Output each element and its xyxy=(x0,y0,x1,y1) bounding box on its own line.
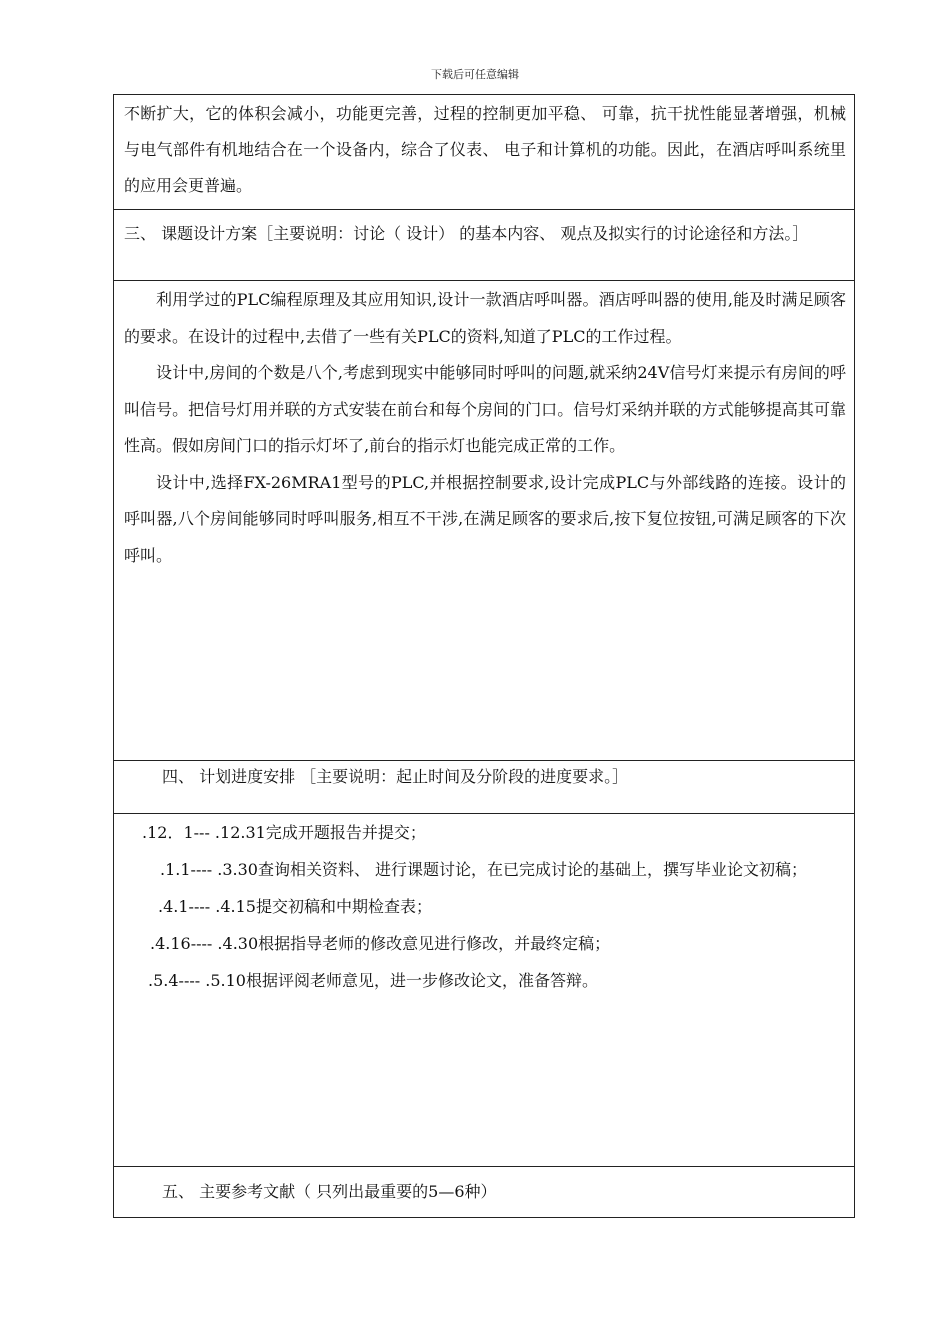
section5-heading-cell xyxy=(114,1167,855,1218)
section3-heading: 三、 课题设计方案［主要说明：讨论（ 设计） 的基本内容、 观点及拟实行的讨论途径和方法。］ xyxy=(124,224,809,243)
intro-row xyxy=(114,95,855,210)
plan-item: .5.4---- .5.10根据评阅老师意见，进一步修改论文，准备答辩。 xyxy=(148,971,598,990)
section3-paragraph: 设计中,房间的个数是八个,考虑到现实中能够同时呼叫的问题,就采纳24V信号灯来提示有房间的呼叫信号。把信号灯用并联的方式安装在前台和每个房间的门口。信号灯采纳并联的方式能够提高其可靠性高。假如房间门口的指示灯坏了,前台的指示灯也能完成正常的工作。 xyxy=(124,363,846,455)
section3-heading-cell xyxy=(114,210,855,281)
intro-cell xyxy=(114,95,855,210)
section4-heading: 四、 计划进度安排 ［主要说明：起止时间及分阶段的进度要求。］ xyxy=(162,767,629,786)
section5-heading: 五、 主要参考文献（ 只列出最重要的5—6种） xyxy=(162,1182,497,1201)
section4-heading-cell xyxy=(114,761,855,814)
plan-item: .1.1---- .3.30查询相关资料、 进行课题讨论，在已完成讨论的基础上，撰写毕业论文初稿； xyxy=(160,860,808,879)
section4-heading-row xyxy=(114,761,855,814)
plan-item: .4.1---- .4.15提交初稿和中期检查表； xyxy=(158,897,432,916)
section3-heading-row xyxy=(114,210,855,281)
section4-body-row xyxy=(114,814,855,1167)
intro-text: 不断扩大，它的体积会减小，功能更完善，过程的控制更加平稳、 可靠，抗干扰性能显著增强，机械与电气部件有机地结合在一个设备内，综合了仪表、 电子和计算机的功能。因此，在酒店呼叫系统里的应用会更普遍。 xyxy=(124,104,846,195)
plan-item: .12．1--- .12.31完成开题报告并提交； xyxy=(142,823,426,842)
section3-paragraph: 设计中,选择FX-26MRA1型号的PLC,并根据控制要求,设计完成PLC与外部线路的连接。设计的呼叫器,八个房间能够同时呼叫服务,相互不干涉,在满足顾客的要求后,按下复位按钮,可满足顾客的下次呼叫。 xyxy=(124,472,846,565)
proposal-form-table xyxy=(113,94,855,1218)
plan-item: .4.16---- .4.30根据指导老师的修改意见进行修改，并最终定稿； xyxy=(150,934,611,953)
section4-body-cell xyxy=(114,814,855,1167)
page-header: 下载后可任意编辑 xyxy=(431,68,519,81)
section3-body-row xyxy=(114,281,855,761)
section5-heading-row xyxy=(114,1167,855,1218)
section3-paragraph: 利用学过的PLC编程原理及其应用知识,设计一款酒店呼叫器。酒店呼叫器的使用,能及时满足顾客的要求。在设计的过程中,去借了一些有关PLC的资料,知道了PLC的工作过程。 xyxy=(124,290,846,346)
section3-body-cell xyxy=(114,281,855,761)
